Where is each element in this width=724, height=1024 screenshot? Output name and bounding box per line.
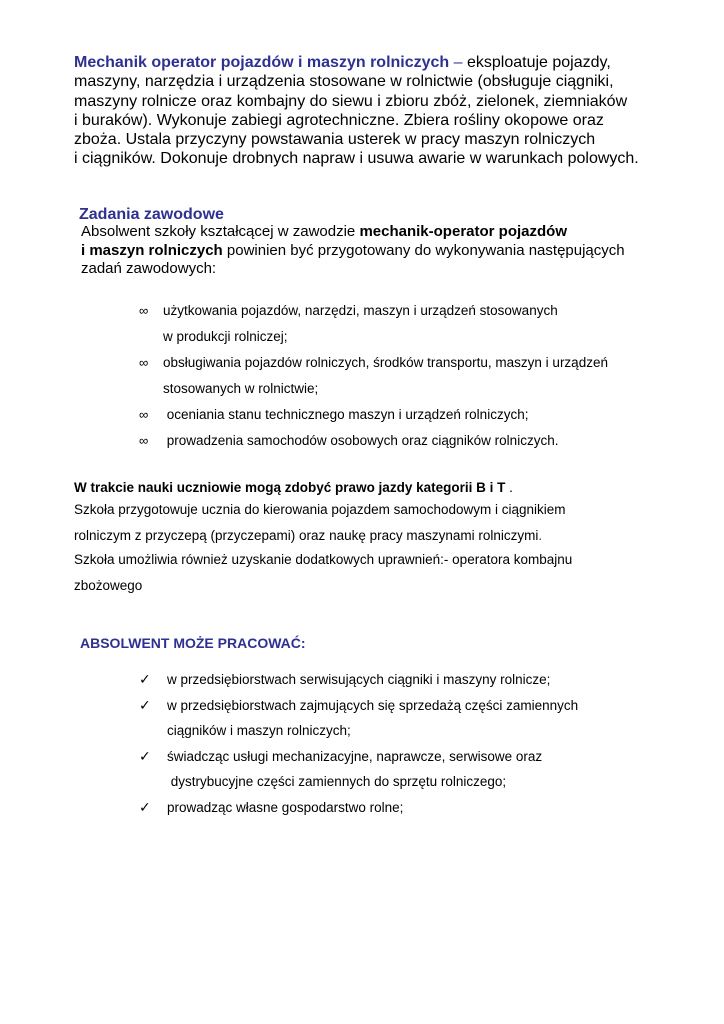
tasks-occupation-bold-1: mechanik-operator pojazdów [359, 223, 567, 240]
license-title-text: W trakcie nauki uczniowie mogą zdobyć prawo jazdy kategorii B i T [74, 480, 506, 495]
list-item [137, 402, 677, 428]
intro-line-1: eksploatuje pojazdy, [462, 54, 611, 71]
checkmark-icon: ✓ [139, 671, 151, 687]
license-title-suffix: . [505, 480, 513, 495]
infinity-bullet-icon: ∞ [139, 433, 149, 448]
tasks-intro-continuation: powinien być przygotowany do wykonywania następujących [222, 241, 625, 259]
infinity-bullet-icon: ∞ [139, 355, 149, 370]
work-text-line-1: prowadząc własne gospodarstwo rolne; [167, 799, 404, 815]
work-list [137, 667, 677, 820]
license-title [74, 480, 513, 495]
infinity-bullet-icon: ∞ [139, 303, 149, 318]
tasks-intro-line-3: zadań zawodowych: [81, 260, 217, 277]
tasks-heading: Zadania zawodowe [79, 206, 224, 223]
list-item [137, 667, 677, 693]
list-item [137, 744, 677, 795]
intro-line-5: zboża. Ustala przyczyny powstawania usterek w pracy maszyn rolniczych [74, 131, 596, 149]
work-heading: ABSOLWENT MOŻE PRACOWAĆ: [80, 635, 306, 651]
intro-line-4: i buraków). Wykonuje zabiegi agrotechniczne. Zbiera rośliny okopowe oraz [74, 111, 604, 129]
tasks-occupation-bold-2: i maszyn rolniczych [81, 241, 223, 259]
license-period: . [538, 528, 543, 543]
task-text-line-1: użytkowania pojazdów, narzędzi, maszyn i urządzeń stosowanych [163, 303, 558, 318]
task-text-line-1: obsługiwania pojazdów rolniczych, środków transportu, maszyn i urządzeń [163, 355, 608, 370]
tasks-list [137, 298, 677, 454]
checkmark-icon: ✓ [139, 798, 151, 815]
work-text-line-2: ciągników i maszyn rolniczych; [167, 723, 351, 738]
list-item [137, 693, 677, 744]
work-text-line-1: w przedsiębiorstwach serwisujących ciągniki i maszyny rolnicze; [167, 672, 551, 687]
task-text-line-1: prowadzenia samochodów osobowych oraz ciągników rolniczych. [163, 433, 559, 448]
tasks-intro [81, 223, 671, 279]
list-item [137, 795, 677, 821]
work-text-line-2: dystrybucyjne części zamiennych do sprzętu rolniczego; [167, 774, 507, 789]
intro-line-6: i ciągników. Dokonuje drobnych napraw i usuwa awarie w warunkach polowych. [74, 150, 639, 168]
occupation-title: Mechanik operator pojazdów i maszyn rolniczych [74, 54, 450, 71]
checkmark-icon: ✓ [139, 696, 151, 713]
work-text-line-1: świadcząc usługi mechanizacyjne, naprawcze, serwisowe oraz [167, 748, 543, 764]
license-line-1: Szkoła przygotowuje ucznia do kierowania pojazdem samochodowym i ciągnikiem [74, 502, 566, 517]
task-text-line-2: stosowanych w rolnictwie; [163, 381, 319, 396]
list-item [137, 428, 677, 454]
task-text-line-1: oceniania stanu technicznego maszyn i urządzeń rolniczych; [163, 407, 529, 422]
extra-line-1: Szkoła umożliwia również uzyskanie dodatkowych uprawnień:- operatora kombajnu [74, 552, 573, 567]
list-item [137, 298, 677, 350]
infinity-bullet-icon: ∞ [139, 407, 149, 422]
extra-qualifications-paragraph [74, 547, 654, 599]
intro-paragraph [74, 53, 674, 169]
license-paragraph [74, 497, 654, 549]
intro-line-2: maszyny, narzędzia i urządzenia stosowane w rolnictwie (obsługuje ciągniki, [74, 73, 614, 91]
work-text-line-1: w przedsiębiorstwach zajmujących się sprzedażą części zamiennych [167, 697, 579, 713]
intro-line-3: maszyny rolnicze oraz kombajny do siewu i zbioru zbóż, zielonek, ziemniaków [74, 92, 628, 110]
checkmark-icon: ✓ [139, 747, 151, 764]
title-dash: – [449, 54, 463, 71]
extra-line-2: zbożowego [74, 578, 143, 593]
task-text-line-2: w produkcji rolniczej; [163, 329, 288, 344]
list-item [137, 350, 677, 402]
license-line-2: rolniczym z przyczepą (przyczepami) oraz naukę pracy maszynami rolniczymi [74, 528, 539, 543]
tasks-intro-text: Absolwent szkoły kształcącej w zawodzie [81, 223, 360, 240]
